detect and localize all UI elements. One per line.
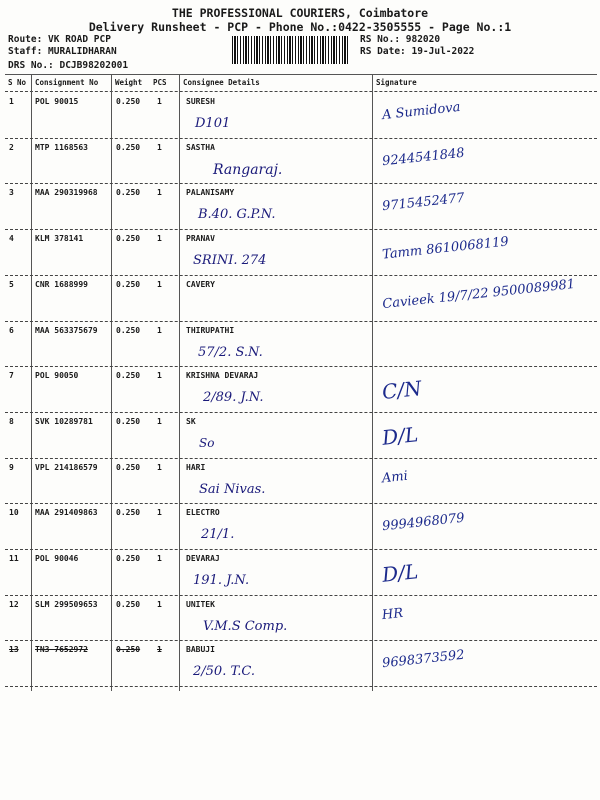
pcs-value: 1 <box>157 645 162 655</box>
weight-value: 0.250 <box>116 142 141 152</box>
pcs-value: 1 <box>157 508 162 518</box>
route-label: Route: VK ROAD PCP <box>8 34 111 45</box>
row-sno: 1 <box>9 97 14 106</box>
pcs-value: 1 <box>157 325 162 335</box>
consignee-name: THIRUPATHI <box>186 325 235 335</box>
row-divider <box>5 229 597 230</box>
header-bottom-rule <box>5 91 597 92</box>
header-sno: S No <box>8 78 27 87</box>
consignee-name: SURESH <box>186 97 215 106</box>
col-divider <box>179 74 180 691</box>
row-sno: 5 <box>9 279 14 289</box>
signature-text: D/L <box>380 422 420 450</box>
consignee-name: HARI <box>186 462 206 472</box>
pcs-value: 1 <box>157 371 162 381</box>
row-sno: 2 <box>9 142 14 152</box>
header-consignee: Consignee Details <box>183 78 260 87</box>
runsheet-subtitle: Delivery Runsheet - PCP - Phone No.:0422-3505555 - Page No.:1 <box>88 20 512 34</box>
consignment-number: CNR 1688999 <box>35 279 88 289</box>
staff-label: Staff: MURALIDHARAN <box>8 46 117 57</box>
row-divider <box>5 366 597 367</box>
consignee-address: Rangaraj. <box>213 161 283 178</box>
consignee-address: 57/2. S.N. <box>198 344 263 360</box>
header-weight: Weight <box>115 78 143 87</box>
row-sno: 10 <box>9 508 19 518</box>
row-sno: 6 <box>9 325 14 335</box>
weight-value: 0.250 <box>116 279 141 289</box>
row-sno: 13 <box>9 645 19 655</box>
consignment-number: MAA 291409863 <box>35 508 98 518</box>
weight-value: 0.250 <box>116 462 141 472</box>
consignment-number: VPL 214186579 <box>35 462 98 472</box>
consignment-number: MAA 290319968 <box>35 188 98 198</box>
weight-value: 0.250 <box>116 554 141 563</box>
signature-text: 9698373592 <box>381 648 466 672</box>
barcode-image <box>232 36 350 64</box>
signature-text: 9994968079 <box>381 511 466 535</box>
consignee-address: B.40. G.P.N. <box>198 207 276 223</box>
rs-date: RS Date: 19-Jul-2022 <box>360 46 475 57</box>
consignee-name: CAVERY <box>186 279 215 289</box>
consignee-address: SRINI. 274 <box>193 253 267 269</box>
consignee-address: Sai Nivas. <box>199 481 266 497</box>
consignee-address: 191. J.N. <box>193 573 250 588</box>
consignment-number: SLM 299509653 <box>35 599 98 609</box>
pcs-value: 1 <box>157 142 162 152</box>
pcs-value: 1 <box>157 188 162 198</box>
rs-number: RS No.: 982020 <box>360 34 441 45</box>
row-divider <box>5 321 597 322</box>
consignee-name: BABUJI <box>186 645 215 655</box>
row-sno: 8 <box>9 416 14 426</box>
consignee-address: V.M.S Comp. <box>203 618 288 634</box>
consignment-number: POL 90046 <box>35 554 79 563</box>
signature-text: Cavieek 19/7/22 9500089981 <box>381 276 576 312</box>
consignee-name: PALANISAMY <box>186 188 235 198</box>
consignee-name: SK <box>186 416 196 426</box>
consignment-number: TN3 7652972 <box>35 645 88 655</box>
consignment-number: POL 90015 <box>35 97 79 106</box>
company-title: THE PROFESSIONAL COURIERS, Coimbatore <box>171 6 429 20</box>
row-divider <box>5 503 597 504</box>
row-sno: 12 <box>9 599 19 609</box>
consignment-number: SVK 10289781 <box>35 416 93 426</box>
row-divider <box>5 275 597 276</box>
row-sno: 11 <box>9 554 19 563</box>
signature-text: Tamm 8610068119 <box>381 234 510 263</box>
consignee-name: KRISHNA DEVARAJ <box>186 371 259 381</box>
pcs-value: 1 <box>157 97 162 106</box>
header-consignment: Consignment No <box>35 78 99 87</box>
consignee-address: 2/89. J.N. <box>203 390 264 406</box>
consignment-number: KLM 378141 <box>35 234 84 244</box>
pcs-value: 1 <box>157 416 162 426</box>
row-divider <box>5 640 597 641</box>
consignee-name: UNITEK <box>186 599 215 609</box>
weight-value: 0.250 <box>116 371 141 381</box>
consignee-name: SASTHA <box>186 142 215 152</box>
pcs-value: 1 <box>157 599 162 609</box>
row-divider <box>5 595 597 596</box>
consignee-address: 2/50. T.C. <box>193 664 255 680</box>
consignee-address: So <box>199 435 215 450</box>
row-divider <box>5 458 597 459</box>
weight-value: 0.250 <box>116 97 141 106</box>
header-pcs: PCS <box>153 78 167 87</box>
col-divider <box>111 74 112 691</box>
signature-text: A Sumidova <box>381 99 462 124</box>
weight-value: 0.250 <box>116 234 141 244</box>
weight-value: 0.250 <box>116 188 141 198</box>
consignment-number: POL 90050 <box>35 371 79 381</box>
pcs-value: 1 <box>157 462 162 472</box>
signature-text: HR <box>381 605 404 623</box>
weight-value: 0.250 <box>116 599 141 609</box>
consignee-name: PRANAV <box>186 234 215 244</box>
weight-value: 0.250 <box>116 645 141 655</box>
row-sno: 9 <box>9 462 14 472</box>
weight-value: 0.250 <box>116 325 141 335</box>
row-divider <box>5 138 597 139</box>
consignee-name: DEVARAJ <box>186 554 220 563</box>
row-divider <box>5 686 597 687</box>
consignment-number: MTP 1168563 <box>35 142 88 152</box>
pcs-value: 1 <box>157 234 162 244</box>
row-sno: 3 <box>9 188 14 198</box>
consignee-address: D101 <box>195 116 231 131</box>
row-divider <box>5 549 597 550</box>
weight-value: 0.250 <box>116 416 141 426</box>
pcs-value: 1 <box>157 554 162 563</box>
signature-text: Ami <box>381 468 409 486</box>
weight-value: 0.250 <box>116 508 141 518</box>
consignee-address: 21/1. <box>201 527 235 543</box>
drs-number: DRS No.: DCJB98202001 <box>8 60 129 71</box>
consignee-name: ELECTRO <box>186 508 220 518</box>
signature-text: D/L <box>380 559 420 587</box>
col-divider <box>372 74 373 691</box>
row-divider <box>5 412 597 413</box>
row-sno: 7 <box>9 371 14 381</box>
consignment-number: MAA 563375679 <box>35 325 98 335</box>
row-divider <box>5 183 597 184</box>
signature-text: C/N <box>380 376 423 405</box>
row-sno: 4 <box>9 234 14 244</box>
header-signature: Signature <box>376 78 417 87</box>
table-top-rule <box>5 74 597 75</box>
pcs-value: 1 <box>157 279 162 289</box>
signature-text: 9715452477 <box>381 191 466 215</box>
signature-text: 9244541848 <box>381 145 466 169</box>
col-divider <box>31 74 32 691</box>
